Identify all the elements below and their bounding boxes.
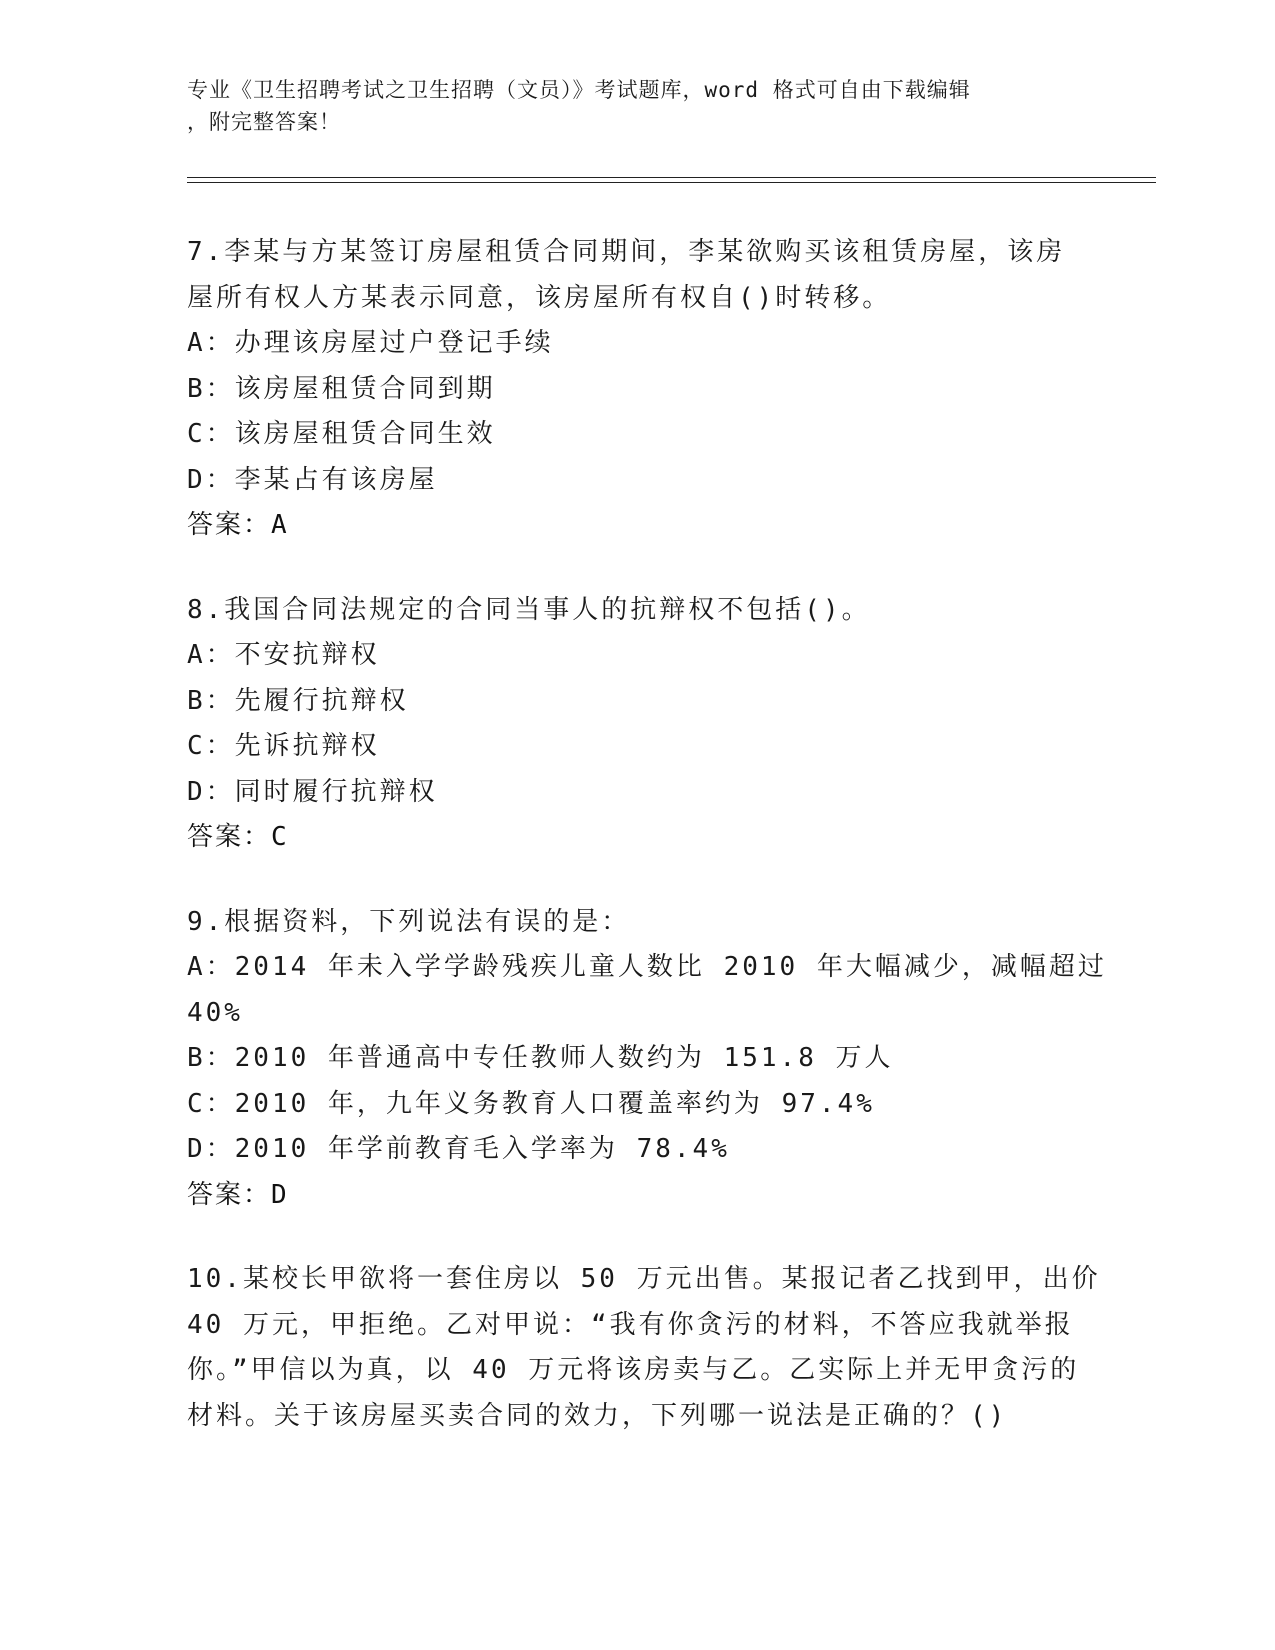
- option-key: A：: [187, 952, 235, 982]
- header-divider-bottom: [187, 182, 1156, 183]
- question-stem-line: 7.李某与方某签订房屋租赁合同期间，李某欲购买该租赁房屋，该房: [187, 237, 1066, 267]
- header-divider-top: [187, 177, 1156, 178]
- header-line-1: 专业《卫生招聘考试之卫生招聘（文员）》考试题库，word 格式可自由下载编辑: [187, 78, 971, 102]
- option-key: D：: [187, 464, 235, 495]
- header-line-2: ，附完整答案！: [187, 110, 341, 134]
- answer-label: 答案：: [187, 822, 272, 852]
- question-stem-line: 你。”甲信以为真，以 40 万元将该房卖与乙。乙实际上并无甲贪污的: [187, 1355, 1080, 1385]
- option-key: A：: [187, 640, 235, 670]
- option-key: D：: [187, 776, 235, 807]
- question-item: [187, 900, 1107, 1219]
- option-b: [187, 679, 1087, 725]
- answer-line: [187, 815, 1087, 861]
- option-d: [187, 458, 1087, 504]
- option-text: 办理该房屋过户登记手续: [234, 328, 554, 358]
- option-text: 先诉抗辩权: [234, 731, 380, 761]
- option-b: [187, 1036, 1087, 1082]
- answer-line: [187, 503, 1087, 549]
- option-a: [187, 945, 1107, 1036]
- document-header: [187, 74, 1087, 138]
- answer-value: A: [271, 510, 289, 540]
- question-item: [187, 588, 1087, 861]
- question-stem-line: 材料。关于该房屋买卖合同的效力，下列哪一说法是正确的？(): [187, 1400, 1008, 1431]
- answer-line: [187, 1173, 1087, 1219]
- question-stem-line: 8.我国合同法规定的合同当事人的抗辩权不包括()。: [187, 594, 871, 625]
- option-key: B：: [187, 1043, 235, 1073]
- option-c: [187, 412, 1087, 458]
- option-key: C：: [187, 1088, 235, 1119]
- option-c: [187, 1082, 1087, 1128]
- question-stem: [187, 588, 1087, 634]
- option-key: B：: [187, 685, 235, 716]
- question-stem-line: 40 万元，甲拒绝。乙对甲说：“我有你贪污的材料，不答应我就举报: [187, 1309, 1074, 1340]
- option-d: [187, 1127, 1087, 1173]
- option-text: 2010 年学前教育毛入学率为 78.4%: [234, 1134, 730, 1164]
- answer-label: 答案：: [187, 1179, 272, 1210]
- question-stem: [187, 230, 1087, 321]
- option-key: A：: [187, 328, 235, 358]
- question-item: [187, 1257, 1101, 1439]
- option-text: 2014 年未入学学龄残疾儿童人数比 2010 年大幅减少，减幅超过: [234, 952, 1107, 982]
- option-text: 2010 年普通高中专任教师人数约为 151.8 万人: [234, 1043, 894, 1073]
- option-text: 同时履行抗辩权: [234, 776, 438, 807]
- question-stem-line: 屋所有权人方某表示同意，该房屋所有权自()时转移。: [187, 282, 892, 313]
- question-stem-line: 9.根据资料，下列说法有误的是：: [187, 906, 631, 937]
- question-stem: [187, 900, 1087, 946]
- option-key: B：: [187, 373, 235, 404]
- option-a: [187, 321, 1087, 367]
- question-item: [187, 230, 1087, 549]
- option-c: [187, 724, 1087, 770]
- option-d: [187, 770, 1087, 816]
- question-stem: [187, 1257, 1101, 1439]
- option-text-continued: 40%: [187, 997, 243, 1028]
- question-list: [187, 230, 1107, 1478]
- option-key: C：: [187, 731, 235, 761]
- option-text: 先履行抗辩权: [234, 685, 409, 716]
- question-stem-line: 10.某校长甲欲将一套住房以 50 万元出售。某报记者乙找到甲，出价: [187, 1264, 1101, 1294]
- option-text: 2010 年，九年义务教育人口覆盖率约为 97.4%: [234, 1088, 875, 1119]
- answer-label: 答案：: [187, 510, 272, 540]
- option-text: 李某占有该房屋: [234, 464, 438, 495]
- option-text: 该房屋租赁合同生效: [234, 419, 496, 449]
- option-text: 该房屋租赁合同到期: [234, 373, 496, 404]
- option-key: C：: [187, 419, 235, 449]
- option-key: D：: [187, 1134, 235, 1164]
- option-text: 不安抗辩权: [234, 640, 380, 670]
- answer-value: C: [271, 822, 289, 852]
- answer-value: D: [271, 1179, 289, 1210]
- option-a: [187, 633, 1087, 679]
- option-b: [187, 367, 1087, 413]
